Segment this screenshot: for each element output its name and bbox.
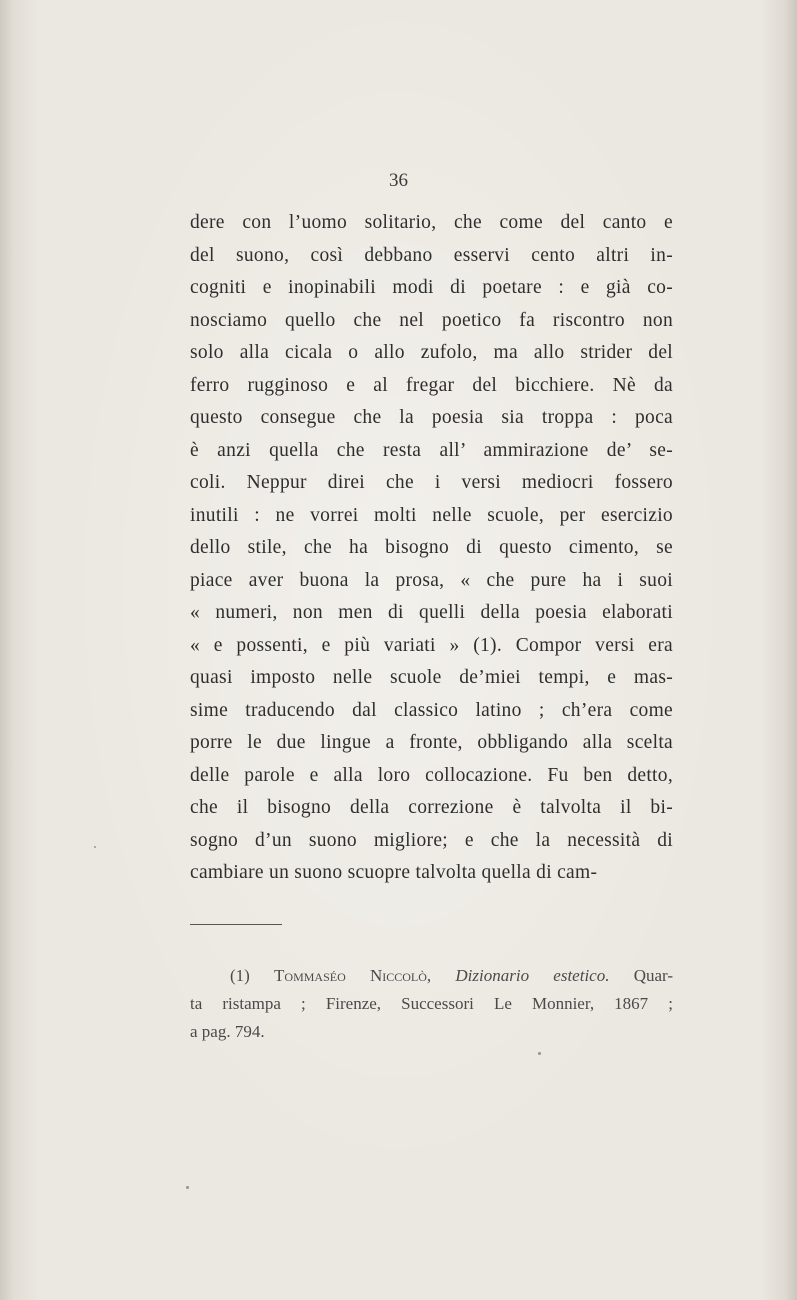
- text-line: « e possenti, e più variati » (1). Compor versi era: [190, 634, 673, 656]
- text-line: piace aver buona la prosa, « che pure ha i suoi: [190, 569, 673, 591]
- text-line: inutili : ne vorrei molti nelle scuole, per esercizio: [190, 504, 673, 526]
- text-line: « numeri, non men di quelli della poesia elaborati: [190, 602, 673, 623]
- text-line: cogniti e inopinabili modi di poetare : e già co-: [190, 277, 673, 298]
- text-line: cambiare un suono scuopre talvolta quella di cam-: [190, 862, 598, 883]
- text-line: nosciamo quello che nel poetico fa riscontro non: [190, 309, 673, 331]
- paper-speck: [538, 1052, 541, 1055]
- text-line: sogno d’un suono migliore; e che la necessità di: [190, 829, 673, 851]
- footnote: [190, 962, 673, 1046]
- footnote-author: Tommaséo Niccolò,: [274, 966, 432, 985]
- footnote-marker: (1): [230, 966, 250, 985]
- footnote-title: Dizionario estetico.: [455, 966, 610, 985]
- text-line: quasi imposto nelle scuole de’miei tempi, e mas-: [190, 667, 673, 688]
- text-line: porre le due lingue a fronte, obbligando alla scelta: [190, 732, 673, 753]
- body-text: [190, 207, 673, 890]
- page-number: 36: [389, 170, 408, 191]
- text-line: questo consegue che la poesia sia troppa : poca: [190, 407, 673, 428]
- text-line: del suono, così debbano esservi cento altri in-: [190, 244, 673, 266]
- footnote-line-1: [190, 962, 673, 990]
- footnote-separator: [190, 924, 282, 925]
- paper-speck: [94, 846, 96, 848]
- text-line: dere con l’uomo solitario, che come del canto e: [190, 212, 673, 233]
- text-line: sime traducendo dal classico latino ; ch’era come: [190, 699, 673, 721]
- text-line: coli. Neppur direi che i versi mediocri fossero: [190, 472, 673, 493]
- text-line: è anzi quella che resta all’ ammirazione de’ se-: [190, 439, 673, 461]
- footnote-line-2: ta ristampa ; Firenze, Successori Le Monnier, 1867 ;: [190, 994, 673, 1013]
- text-line: che il bisogno della correzione è talvolta il bi-: [190, 797, 673, 818]
- paper-speck: [186, 1186, 189, 1189]
- text-line: delle parole e alla loro collocazione. Fu ben detto,: [190, 764, 673, 786]
- text-line: dello stile, che ha bisogno di questo cimento, se: [190, 537, 673, 558]
- text-line: solo alla cicala o allo zufolo, ma allo strider del: [190, 342, 673, 363]
- footnote-line1-tail: Quar-: [633, 966, 674, 985]
- footnote-line-3: a pag. 794.: [190, 1022, 265, 1041]
- text-line: ferro rugginoso e al fregar del bicchiere. Nè da: [190, 374, 673, 396]
